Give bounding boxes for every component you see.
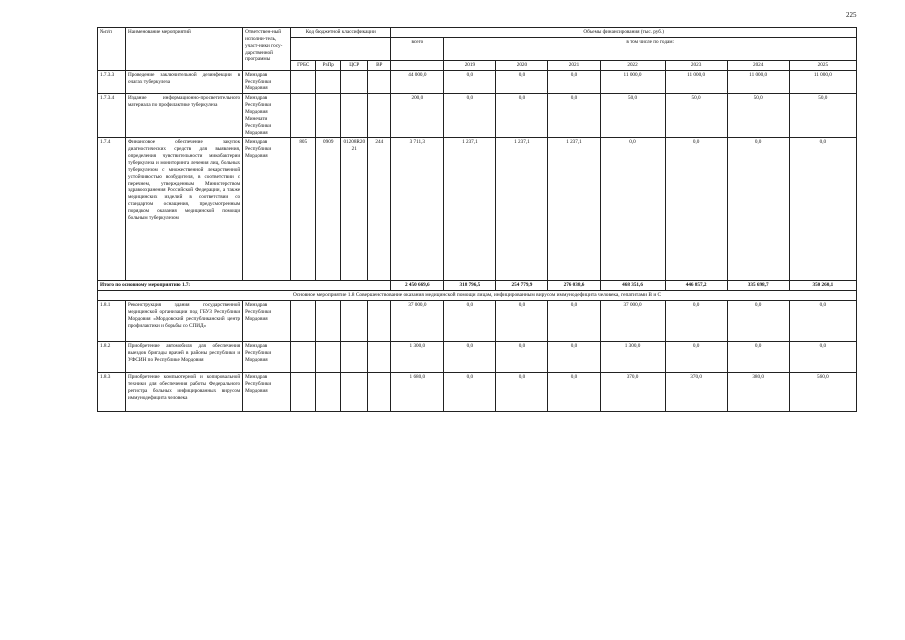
row-name: Проведение заключительной дезинфекции в очагах туберкулеза xyxy=(126,70,243,94)
row-total: 1 680,0 xyxy=(391,373,444,412)
subtotal-year-value: 318 796,5 xyxy=(444,281,496,291)
header-csr: ЦСР xyxy=(341,60,368,70)
row-total: 44 000,0 xyxy=(391,70,444,94)
row-num: 1.7.4 xyxy=(98,138,126,281)
header-year: 2022 xyxy=(600,60,665,70)
row-responsible: Минздрав Республики Мордовия xyxy=(243,342,291,373)
header-by-years: в том числе по годам: xyxy=(444,37,857,60)
subtotal-year-value: 350 260,1 xyxy=(789,281,856,291)
row-csr xyxy=(341,301,368,342)
row-year-value: 0,0 xyxy=(496,70,548,94)
row-grbs xyxy=(291,301,316,342)
row-year-value: 1 237,1 xyxy=(548,138,600,281)
row-vr xyxy=(368,373,391,412)
row-year-value: 50,0 xyxy=(789,94,856,138)
header-year: 2021 xyxy=(548,60,600,70)
row-year-value: 370,0 xyxy=(600,373,665,412)
row-grbs xyxy=(291,94,316,138)
header-name: Наименование мероприятий xyxy=(126,28,243,71)
row-year-value: 0,0 xyxy=(727,342,789,373)
row-year-value: 0,0 xyxy=(789,138,856,281)
row-csr xyxy=(341,373,368,412)
row-year-value: 0,0 xyxy=(444,94,496,138)
row-year-value: 0,0 xyxy=(665,138,727,281)
row-year-value: 0,0 xyxy=(600,138,665,281)
row-vr xyxy=(368,301,391,342)
row-vr xyxy=(368,70,391,94)
row-year-value: 0,0 xyxy=(665,342,727,373)
row-num: 1.8.2 xyxy=(98,342,126,373)
row-responsible: Минздрав Республики Мордовия xyxy=(243,70,291,94)
row-responsible: Минздрав Республики Мордовия Минечати Республики Мордовия xyxy=(243,94,291,138)
row-rzpr xyxy=(316,301,341,342)
row-grbs: 805 xyxy=(291,138,316,281)
row-year-value: 0,0 xyxy=(496,373,548,412)
header-year: 2023 xyxy=(665,60,727,70)
row-rzpr xyxy=(316,373,341,412)
row-name: Приобретение автомобиля для обеспечения выездов бригады врачей в районы республики и УФСИН по Республике Мордовия xyxy=(126,342,243,373)
row-rzpr xyxy=(316,70,341,94)
row-year-value: 11 000,0 xyxy=(727,70,789,94)
row-year-value: 0,0 xyxy=(548,94,600,138)
header-grbs: ГРБС xyxy=(291,60,316,70)
row-year-value: 0,0 xyxy=(444,301,496,342)
row-year-value: 0,0 xyxy=(496,301,548,342)
row-year-value: 0,0 xyxy=(496,342,548,373)
row-vr: 244 xyxy=(368,138,391,281)
row-year-value: 0,0 xyxy=(496,94,548,138)
row-year-value: 11 000,0 xyxy=(600,70,665,94)
header-budget-code: Код бюджетной классификации xyxy=(291,28,391,38)
row-grbs xyxy=(291,373,316,412)
row-total: 37 000,0 xyxy=(391,301,444,342)
row-year-value: 0,0 xyxy=(548,301,600,342)
section-title: Основное мероприятие 1.8 Совершенствование оказания медицинской помощи лицам, инфицированным вирусом иммунодефицита человека, гепатитами B и C xyxy=(98,291,857,301)
row-name: Реконструкция здания государственной медицинской организации под ГБУЗ Республики Мордовия «Мордовский республиканский центр профилактики и борьбы со СПИД» xyxy=(126,301,243,342)
row-csr xyxy=(341,342,368,373)
row-grbs xyxy=(291,70,316,94)
subtotal-year-value: 468 351,6 xyxy=(600,281,665,291)
row-total: 3 711,3 xyxy=(391,138,444,281)
row-year-value: 11 000,0 xyxy=(789,70,856,94)
row-rzpr xyxy=(316,94,341,138)
subtotal-label: Итого по основному мероприятию 1.7: xyxy=(98,281,391,291)
row-year-value: 0,0 xyxy=(444,70,496,94)
row-vr xyxy=(368,94,391,138)
row-year-value: 0,0 xyxy=(548,342,600,373)
subtotal-total: 2 450 669,6 xyxy=(391,281,444,291)
row-year-value: 0,0 xyxy=(548,373,600,412)
row-year-value: 0,0 xyxy=(548,70,600,94)
header-year: 2019 xyxy=(444,60,496,70)
header-year: 2024 xyxy=(727,60,789,70)
row-csr: 01208R20 21 xyxy=(341,138,368,281)
row-year-value: 50,0 xyxy=(600,94,665,138)
table-row xyxy=(98,94,857,138)
financing-table xyxy=(97,27,857,412)
row-year-value: 560,0 xyxy=(789,373,856,412)
row-total: 200,0 xyxy=(391,94,444,138)
row-rzpr xyxy=(316,342,341,373)
table-row xyxy=(98,373,857,412)
row-rzpr: 0909 xyxy=(316,138,341,281)
subtotal-year-value: 446 857,2 xyxy=(665,281,727,291)
header-budget-blank xyxy=(291,37,391,60)
row-year-value: 0,0 xyxy=(444,373,496,412)
row-responsible: Минздрав Республики Мордовия xyxy=(243,373,291,412)
row-num: 1.8.1 xyxy=(98,301,126,342)
row-name: Издание информационно-просветительного материала по профилактике туберкулеза xyxy=(126,94,243,138)
table-row xyxy=(98,138,857,281)
table-row xyxy=(98,70,857,94)
row-year-value: 0,0 xyxy=(665,301,727,342)
row-year-value: 0,0 xyxy=(727,301,789,342)
header-resp: Ответствен-ный исполни-тель, участ-ники госу-дарственной программы xyxy=(243,28,291,71)
row-name: Приобретение компьютерной и копировальной техники для обеспечения работы Федерального регистра больных инфицированных вирусом иммунодефицита человека xyxy=(126,373,243,412)
row-year-value: 50,0 xyxy=(727,94,789,138)
row-year-value: 0,0 xyxy=(789,301,856,342)
row-year-value: 370,0 xyxy=(665,373,727,412)
header-total: всего xyxy=(391,37,444,60)
header-vr: ВР xyxy=(368,60,391,70)
subtotal-year-value: 335 698,7 xyxy=(727,281,789,291)
header-num: №п/п xyxy=(98,28,126,71)
row-year-value: 0,0 xyxy=(444,342,496,373)
row-year-value: 1 237,1 xyxy=(444,138,496,281)
row-num: 1.8.3 xyxy=(98,373,126,412)
row-year-value: 380,0 xyxy=(727,373,789,412)
header-year: 2020 xyxy=(496,60,548,70)
row-csr xyxy=(341,70,368,94)
row-year-value: 0,0 xyxy=(727,138,789,281)
header-year: 2025 xyxy=(789,60,856,70)
row-year-value: 1 300,0 xyxy=(600,342,665,373)
subtotal-year-value: 254 779,9 xyxy=(496,281,548,291)
table-row xyxy=(98,301,857,342)
row-name: Финансовое обеспечение закупок диагностических средств для выявления, определения чувствительности микобактерии туберкулеза и мониторинга лечения лиц, больных туберкулезом с множественной лекарственной устойчивостью возбудителя, в соответствии с перечнем, утвержденным Министерством здравоохранения Российской Федерации, а также медицинских изделий в соответствии со стандартом оснащения, предусмотренным порядком оказания медицинской помощи больным туберкулезом xyxy=(126,138,243,281)
header-rzpr: РзПр xyxy=(316,60,341,70)
section-row xyxy=(98,291,857,301)
row-year-value: 11 000,0 xyxy=(665,70,727,94)
table-row xyxy=(98,342,857,373)
header-financing: Объемы финансирования (тыс. руб.) xyxy=(391,28,857,38)
row-responsible: Минздрав Республики Мордовия xyxy=(243,138,291,281)
row-year-value: 1 237,1 xyxy=(496,138,548,281)
row-csr xyxy=(341,94,368,138)
row-year-value: 37 000,0 xyxy=(600,301,665,342)
row-num: 1.7.3.3 xyxy=(98,70,126,94)
subtotal-year-value: 276 038,6 xyxy=(548,281,600,291)
row-total: 1 300,0 xyxy=(391,342,444,373)
row-vr xyxy=(368,342,391,373)
header-total-blank xyxy=(391,60,444,70)
row-year-value: 0,0 xyxy=(789,342,856,373)
page-number: 225 xyxy=(846,11,857,19)
subtotal-row xyxy=(98,281,857,291)
row-responsible: Минздрав Республики Мордовия xyxy=(243,301,291,342)
row-grbs xyxy=(291,342,316,373)
row-num: 1.7.3.4 xyxy=(98,94,126,138)
row-year-value: 50,0 xyxy=(665,94,727,138)
